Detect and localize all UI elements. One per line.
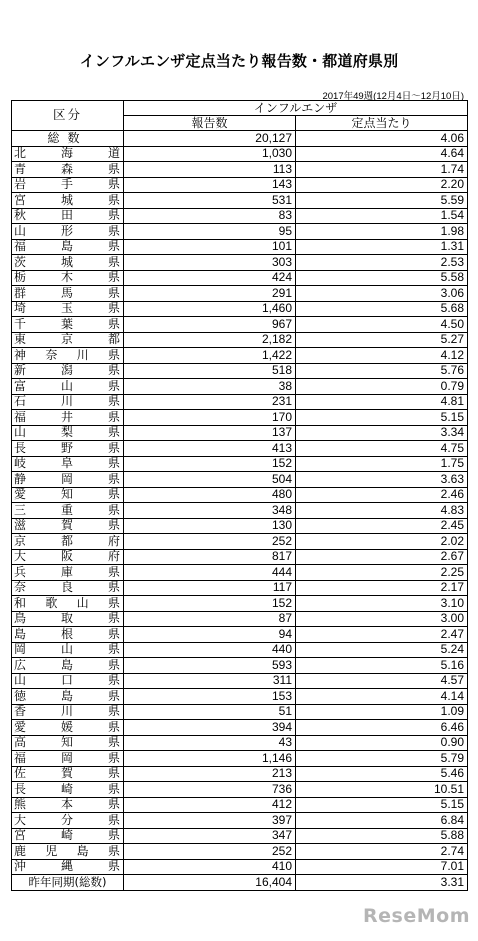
table-row — [12, 332, 468, 348]
per-sentinel-value: 5.27 — [296, 332, 468, 348]
table-row — [12, 162, 468, 178]
per-sentinel-value: 3.34 — [296, 425, 468, 441]
per-sentinel-value: 1.31 — [296, 239, 468, 255]
per-sentinel-value: 10.51 — [296, 782, 468, 798]
table-row — [12, 704, 468, 720]
table-row — [12, 751, 468, 767]
table-row — [12, 565, 468, 581]
table-row — [12, 410, 468, 426]
table-row — [12, 348, 468, 364]
per-sentinel-header: 定点当たり — [296, 116, 468, 131]
reports-value: 593 — [124, 658, 296, 674]
per-sentinel-value: 2.46 — [296, 487, 468, 503]
reports-value: 504 — [124, 472, 296, 488]
per-sentinel-value: 5.16 — [296, 658, 468, 674]
prefecture-name: 群馬県 — [12, 286, 124, 302]
table-row — [12, 394, 468, 410]
reports-value: 143 — [124, 177, 296, 193]
reports-value: 424 — [124, 270, 296, 286]
per-sentinel-value: 5.79 — [296, 751, 468, 767]
prefecture-name: 滋賀県 — [12, 518, 124, 534]
table-row — [12, 270, 468, 286]
prefecture-name: 茨城県 — [12, 255, 124, 271]
per-sentinel-value: 1.98 — [296, 224, 468, 240]
total-label: 総数 — [12, 131, 124, 147]
table-row — [12, 177, 468, 193]
reports-value: 518 — [124, 363, 296, 379]
header-row-1 — [12, 101, 468, 116]
total-per-sentinel: 4.06 — [296, 131, 468, 147]
per-sentinel-value: 2.45 — [296, 518, 468, 534]
prefecture-name: 三重県 — [12, 503, 124, 519]
per-sentinel-value: 0.79 — [296, 379, 468, 395]
reports-value: 2,182 — [124, 332, 296, 348]
prefecture-name: 島根県 — [12, 627, 124, 643]
prefecture-name: 新潟県 — [12, 363, 124, 379]
prefecture-name: 鳥取県 — [12, 611, 124, 627]
reports-value: 1,422 — [124, 348, 296, 364]
per-sentinel-value: 7.01 — [296, 859, 468, 875]
per-sentinel-value: 3.10 — [296, 596, 468, 612]
table-row — [12, 735, 468, 751]
table-row — [12, 441, 468, 457]
table-row — [12, 255, 468, 271]
page-title: インフルエンザ定点当たり報告数・都道府県別 — [79, 52, 399, 70]
per-sentinel-value: 5.68 — [296, 301, 468, 317]
per-sentinel-value: 6.84 — [296, 813, 468, 829]
reports-value: 117 — [124, 580, 296, 596]
per-sentinel-value: 5.24 — [296, 642, 468, 658]
table-row — [12, 224, 468, 240]
reports-value: 736 — [124, 782, 296, 798]
reports-value: 130 — [124, 518, 296, 534]
table-row — [12, 782, 468, 798]
resemom-watermark: ReseMom — [363, 905, 470, 927]
prefecture-name: 山梨県 — [12, 425, 124, 441]
prefecture-name: 大阪府 — [12, 549, 124, 565]
reports-value: 444 — [124, 565, 296, 581]
table-row — [12, 828, 468, 844]
per-sentinel-value: 6.46 — [296, 720, 468, 736]
per-sentinel-value: 2.47 — [296, 627, 468, 643]
per-sentinel-value: 5.58 — [296, 270, 468, 286]
influenza-header: インフルエンザ — [124, 101, 468, 116]
per-sentinel-value: 5.59 — [296, 193, 468, 209]
reports-value: 87 — [124, 611, 296, 627]
per-sentinel-value: 2.25 — [296, 565, 468, 581]
prefecture-name: 大分県 — [12, 813, 124, 829]
prefecture-name: 佐賀県 — [12, 766, 124, 782]
reports-value: 153 — [124, 689, 296, 705]
reports-value: 51 — [124, 704, 296, 720]
prefecture-name: 青森県 — [12, 162, 124, 178]
per-sentinel-value: 4.83 — [296, 503, 468, 519]
total-reports: 20,127 — [124, 131, 296, 147]
table-row — [12, 611, 468, 627]
table-row — [12, 766, 468, 782]
prefecture-name: 東京都 — [12, 332, 124, 348]
prefecture-name: 高知県 — [12, 735, 124, 751]
prefecture-name: 愛知県 — [12, 487, 124, 503]
per-sentinel-value: 1.74 — [296, 162, 468, 178]
table-row — [12, 627, 468, 643]
prefecture-name: 鹿児島県 — [12, 844, 124, 860]
per-sentinel-value: 2.67 — [296, 549, 468, 565]
per-sentinel-value: 4.50 — [296, 317, 468, 333]
table-row — [12, 596, 468, 612]
table-row — [12, 844, 468, 860]
reports-value: 348 — [124, 503, 296, 519]
per-sentinel-value: 2.53 — [296, 255, 468, 271]
table-row — [12, 642, 468, 658]
prefecture-name: 岩手県 — [12, 177, 124, 193]
per-sentinel-value: 5.88 — [296, 828, 468, 844]
table-row — [12, 472, 468, 488]
reports-value: 113 — [124, 162, 296, 178]
prefecture-name: 宮崎県 — [12, 828, 124, 844]
reports-value: 531 — [124, 193, 296, 209]
reports-value: 347 — [124, 828, 296, 844]
reports-value: 83 — [124, 208, 296, 224]
table-row — [12, 425, 468, 441]
table-row — [12, 797, 468, 813]
reports-value: 152 — [124, 456, 296, 472]
per-sentinel-value: 5.46 — [296, 766, 468, 782]
table-row — [12, 534, 468, 550]
prefecture-name: 静岡県 — [12, 472, 124, 488]
reports-value: 94 — [124, 627, 296, 643]
reports-value: 252 — [124, 534, 296, 550]
prefecture-name: 福岡県 — [12, 751, 124, 767]
reports-value: 480 — [124, 487, 296, 503]
prefecture-name: 長崎県 — [12, 782, 124, 798]
table-row — [12, 239, 468, 255]
prefecture-name: 石川県 — [12, 394, 124, 410]
table-row — [12, 518, 468, 534]
per-sentinel-value: 4.64 — [296, 146, 468, 162]
per-sentinel-value: 5.15 — [296, 797, 468, 813]
kubun-header: 区分 — [12, 101, 124, 131]
prefecture-name: 山形県 — [12, 224, 124, 240]
reports-value: 291 — [124, 286, 296, 302]
per-sentinel-value: 2.20 — [296, 177, 468, 193]
prefecture-name: 岐阜県 — [12, 456, 124, 472]
last-year-label: 昨年同期(総数) — [12, 875, 124, 891]
table-row — [12, 859, 468, 875]
per-sentinel-value: 3.63 — [296, 472, 468, 488]
reports-value: 1,030 — [124, 146, 296, 162]
per-sentinel-value: 4.57 — [296, 673, 468, 689]
per-sentinel-value: 4.75 — [296, 441, 468, 457]
reports-value: 213 — [124, 766, 296, 782]
per-sentinel-value: 1.75 — [296, 456, 468, 472]
reports-value: 410 — [124, 859, 296, 875]
prefecture-name: 北海道 — [12, 146, 124, 162]
table-row — [12, 503, 468, 519]
per-sentinel-value: 3.00 — [296, 611, 468, 627]
reports-value: 412 — [124, 797, 296, 813]
per-sentinel-value: 5.15 — [296, 410, 468, 426]
reports-value: 303 — [124, 255, 296, 271]
reports-value: 101 — [124, 239, 296, 255]
prefecture-name: 福井県 — [12, 410, 124, 426]
last-year-per-sentinel: 3.31 — [296, 875, 468, 891]
reports-value: 231 — [124, 394, 296, 410]
prefecture-name: 沖縄県 — [12, 859, 124, 875]
table-row — [12, 286, 468, 302]
prefecture-name: 岡山県 — [12, 642, 124, 658]
table-row — [12, 301, 468, 317]
table-row — [12, 549, 468, 565]
prefecture-name: 奈良県 — [12, 580, 124, 596]
table-row — [12, 658, 468, 674]
prefecture-name: 富山県 — [12, 379, 124, 395]
per-sentinel-value: 2.17 — [296, 580, 468, 596]
per-sentinel-value: 2.74 — [296, 844, 468, 860]
prefecture-name: 徳島県 — [12, 689, 124, 705]
prefecture-name: 広島県 — [12, 658, 124, 674]
table-row — [12, 193, 468, 209]
per-sentinel-value: 4.14 — [296, 689, 468, 705]
per-sentinel-value: 4.81 — [296, 394, 468, 410]
prefecture-name: 千葉県 — [12, 317, 124, 333]
per-sentinel-value: 4.12 — [296, 348, 468, 364]
prefecture-name: 福島県 — [12, 239, 124, 255]
table-row — [12, 689, 468, 705]
reports-value: 967 — [124, 317, 296, 333]
prefecture-name: 兵庫県 — [12, 565, 124, 581]
per-sentinel-value: 3.06 — [296, 286, 468, 302]
per-sentinel-value: 1.09 — [296, 704, 468, 720]
period-label: 2017年49週(12月4日～12月10日) — [322, 91, 464, 102]
last-year-reports: 16,404 — [124, 875, 296, 891]
prefecture-name: 長野県 — [12, 441, 124, 457]
prefecture-name: 神奈川県 — [12, 348, 124, 364]
table-row — [12, 673, 468, 689]
prefecture-name: 和歌山県 — [12, 596, 124, 612]
table-row — [12, 363, 468, 379]
total-row — [12, 131, 468, 147]
reports-value: 43 — [124, 735, 296, 751]
reports-value: 440 — [124, 642, 296, 658]
table-row — [12, 317, 468, 333]
reports-value: 170 — [124, 410, 296, 426]
reports-value: 817 — [124, 549, 296, 565]
reports-value: 413 — [124, 441, 296, 457]
last-year-row — [12, 875, 468, 891]
prefecture-name: 熊本県 — [12, 797, 124, 813]
reports-value: 95 — [124, 224, 296, 240]
influenza-table — [11, 100, 468, 891]
prefecture-name: 愛媛県 — [12, 720, 124, 736]
reports-value: 137 — [124, 425, 296, 441]
table-row — [12, 379, 468, 395]
table-row — [12, 146, 468, 162]
per-sentinel-value: 5.76 — [296, 363, 468, 379]
per-sentinel-value: 0.90 — [296, 735, 468, 751]
reports-value: 152 — [124, 596, 296, 612]
per-sentinel-value: 2.02 — [296, 534, 468, 550]
table-row — [12, 208, 468, 224]
reports-value: 397 — [124, 813, 296, 829]
prefecture-name: 秋田県 — [12, 208, 124, 224]
table-row — [12, 813, 468, 829]
reports-value: 38 — [124, 379, 296, 395]
prefecture-name: 埼玉県 — [12, 301, 124, 317]
table-row — [12, 580, 468, 596]
prefecture-name: 栃木県 — [12, 270, 124, 286]
prefecture-name: 京都府 — [12, 534, 124, 550]
reports-value: 394 — [124, 720, 296, 736]
table-row — [12, 487, 468, 503]
reports-value: 252 — [124, 844, 296, 860]
table-row — [12, 456, 468, 472]
table-row — [12, 720, 468, 736]
reports-header: 報告数 — [124, 116, 296, 131]
prefecture-name: 宮城県 — [12, 193, 124, 209]
reports-value: 1,146 — [124, 751, 296, 767]
reports-value: 1,460 — [124, 301, 296, 317]
reports-value: 311 — [124, 673, 296, 689]
prefecture-name: 香川県 — [12, 704, 124, 720]
per-sentinel-value: 1.54 — [296, 208, 468, 224]
prefecture-name: 山口県 — [12, 673, 124, 689]
